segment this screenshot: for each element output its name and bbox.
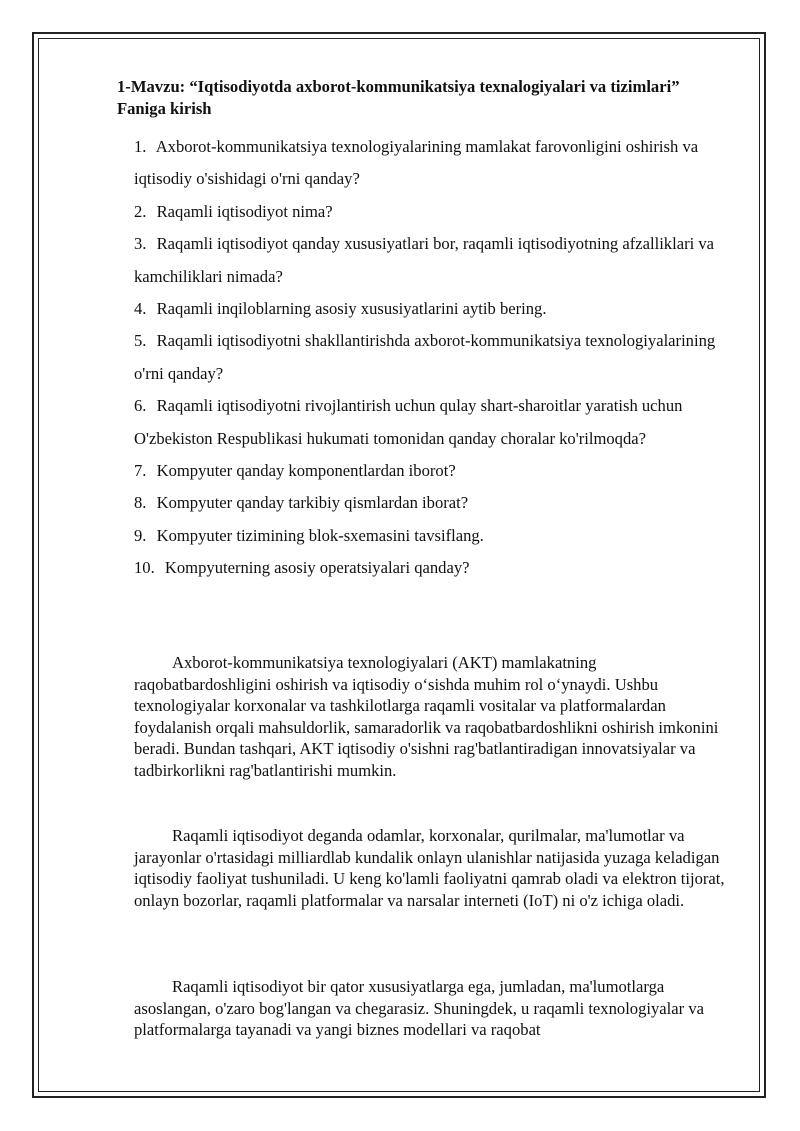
question-text: Axborot-kommunikatsiya texnologiyalarining mamlakat farovonligini oshirish va iqtisodiy o'sishidagi o'rni qanday?: [134, 137, 699, 189]
question-item: [134, 293, 724, 325]
question-number: 2.: [134, 201, 147, 221]
question-number: 1.: [134, 137, 147, 156]
question-text: Raqamli inqiloblarning asosiy xususiyatlarini aytib bering.: [156, 299, 547, 319]
topic-title: 1-Mavzu: “Iqtisodiyotda axborot-kommunikatsiya texnalogiyalari va tizimlari” Faniga kirish: [117, 77, 680, 118]
question-number: 6.: [134, 396, 147, 416]
body-paragraph: Raqamli iqtisodiyot deganda odamlar, korxonalar, qurilmalar, ma'lumotlar va jarayonlar o'rtasidagi milliardlab kundalik onlayn ulanishlar natijasida yuzaga keladigan iqtisodiy faoliyat tushuniladi. U keng ko'lamli faoliyatni qamrab oladi va elektron tijorat, onlayn bozorlar, raqamli platformalar va narsalar interneti (IoT) ni o'z ichiga oladi.: [134, 826, 725, 910]
question-item: [134, 487, 724, 519]
question-text: Kompyuter qanday tarkibiy qismlardan iborat?: [156, 493, 469, 513]
question-text: Kompyuterning asosiy operatsiyalari qanday?: [164, 558, 470, 578]
question-text: Raqamli iqtisodiyotni shakllantirishda axborot-kommunikatsiya texnologiyalarining o'rni qanday?: [134, 331, 716, 383]
question-number: 5.: [134, 331, 147, 351]
question-text: Kompyuter qanday komponentlardan iborot?: [156, 461, 456, 481]
body-paragraph: Raqamli iqtisodiyot bir qator xususiyatlarga ega, jumladan, ma'lumotlarga asoslangan, o'zaro bog'langan va chegarasiz. Shuningdek, u raqamli texnologiyalar va platformalarga tayanadi va yangi biznes modellari va raqobat: [134, 977, 704, 1039]
question-item: [134, 520, 724, 552]
question-number: 10.: [134, 558, 155, 578]
question-item: [134, 552, 724, 584]
question-item: [134, 325, 724, 390]
question-text: Raqamli iqtisodiyot nima?: [156, 201, 333, 221]
question-number: 4.: [134, 299, 147, 319]
question-number: 9.: [134, 525, 147, 545]
question-item: [134, 228, 724, 293]
question-text: Kompyuter tizimining blok-sxemasini tavsiflang.: [156, 525, 484, 545]
question-item: [134, 196, 724, 228]
question-number: 3.: [134, 234, 147, 254]
question-item: [134, 455, 724, 487]
question-text: Raqamli iqtisodiyot qanday xususiyatlari bor, raqamli iqtisodiyotning afzalliklari va kamchiliklari nimada?: [134, 234, 715, 286]
question-number: 8.: [134, 493, 147, 513]
question-item: [134, 390, 724, 455]
question-number: 7.: [134, 461, 147, 481]
question-list: [134, 131, 724, 585]
question-text: Raqamli iqtisodiyotni rivojlantirish uchun qulay shart-sharoitlar yaratish uchun O'zbekiston Respublikasi hukumati tomonidan qanday choralar ko'rilmoqda?: [134, 396, 683, 448]
body-paragraph: Axborot-kommunikatsiya texnologiyalari (AKT) mamlakatning raqobatbardoshligini oshirish va iqtisodiy o‘sishda muhim rol o‘ynaydi. Ushbu texnologiyalar korxonalar va tashkilotlarga raqamli vositalar va platformalardan foydalanish orqali mahsuldorlik, samaradorlik va raqobatbardoshlikni oshirish imkonini beradi. Bundan tashqari, AKT iqtisodiy o'sishni rag'batlantiradigan innovatsiyalar va tadbirkorlikni rag'batlantirishi mumkin.: [134, 653, 719, 780]
question-item: [134, 131, 724, 196]
